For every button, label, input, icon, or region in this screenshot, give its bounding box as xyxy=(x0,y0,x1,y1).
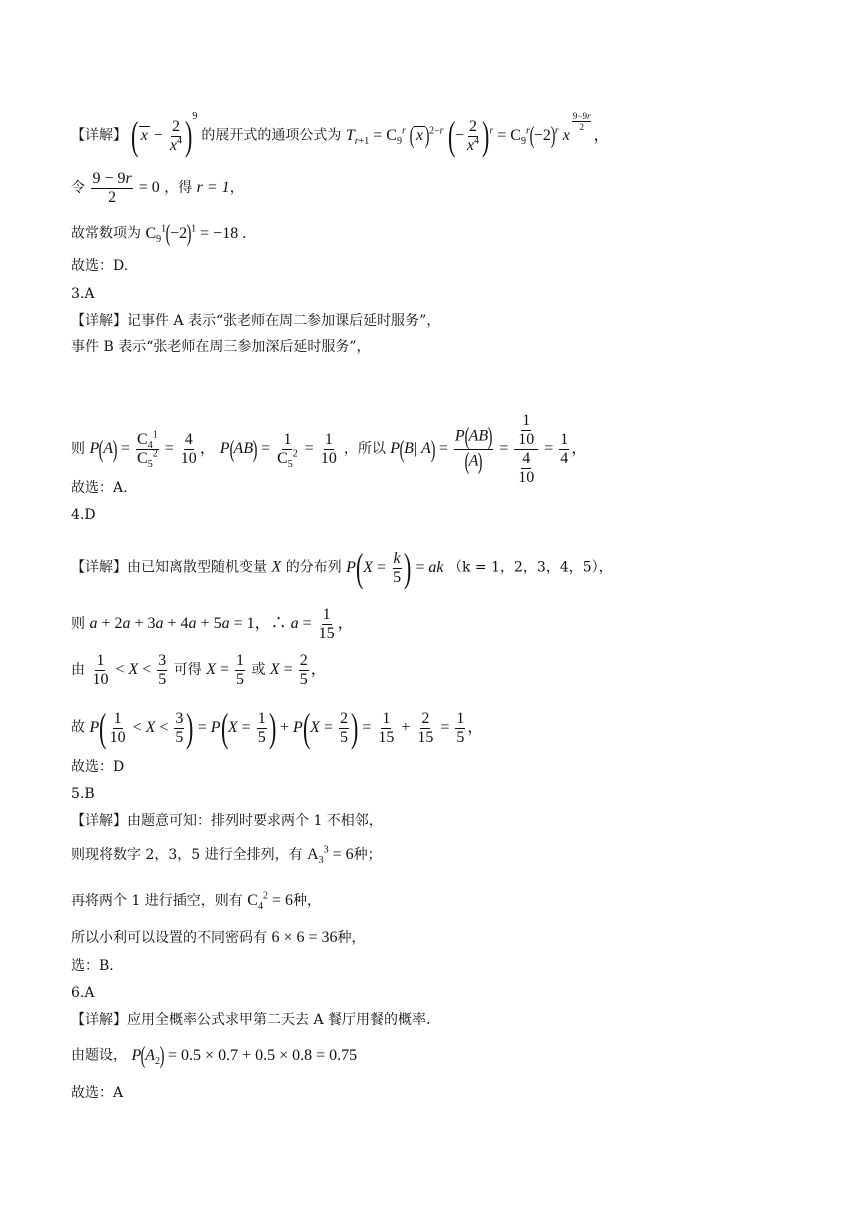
q3-probability-line: 则 P(A) = $\frac{C_4^1}{C_5^2}$ = $\frac{4}{10}$ ， P(AB) = $\frac{1}{C_5^2}$ = $\frac{1}{10}$ ，所以 P(B| A) = $\frac{P(AB)}{(A)}$ = $\frac{\frac{1}{10}}{\frac{4}{10}}$ = $\frac{1}{4}$ ， xyxy=(71,412,588,486)
q4-distribution-line: 【详解】由已知离散型随机变量 X 的分布列 P(X = $\frac{k}{5}$ ) = ak （k = 1，2，3，4，5）， xyxy=(71,545,613,590)
q5-line2: 则现将数字 2，3，5 进行全排列，有 $A_3^3 = 6$种； xyxy=(71,844,382,867)
q6-line1: 【详解】应用全概率公式求甲第二天去 A 餐厅用餐的概率. xyxy=(71,1012,431,1028)
q6-heading: 6.A xyxy=(71,985,95,1001)
k-range: （k = 1，2，3，4，5）， xyxy=(447,559,613,576)
const-term-value: $C_9^1(-2)^1 = -18$ . xyxy=(145,221,247,247)
q2-answer: 故选：D. xyxy=(71,258,129,274)
q3-heading: 3.A xyxy=(71,286,95,302)
q2-intro-tail: 的展开式的通项公式为 xyxy=(201,127,342,144)
total-probability: $P(A_2) = 0.5 \times 0.7 + 0.5 \times 0.8 = 0.75$ xyxy=(131,1043,358,1069)
r-value: r = 1 xyxy=(196,179,230,197)
q3-line2: 事件 B 表示“张老师在周三参加深后延时服务”， xyxy=(71,339,371,355)
prob-a: P(A) = $\frac{C_4^1}{C_5^2}$ = $\frac{4}{10}$ ， P(AB) = $\frac{1}{C_5^2}$ = $\frac{1}{10}$ xyxy=(89,429,337,471)
q5-line3: 再将两个 1 进行插空，则有 $C_4^2 = 6$种， xyxy=(71,890,321,913)
conditional-prob: P(B| A) = $\frac{P(AB)}{(A)}$ = $\frac{\frac{1}{10}}{\frac{4}{10}}$ = $\frac{1}{4}$ ， xyxy=(390,412,588,486)
general-term-formula: $T_{r+1} = C_9^r$ ( x)$^{2-r}$ (− $\frac{2}{x^4}$ )$^r = C_9^r(-2)^r$ x $^{\frac{9-9r}{2}}$ ， xyxy=(345,110,610,158)
binomial-expression: ( x − $\frac{2}{x^4}$ )$^9$ xyxy=(131,111,198,158)
solution-tag: 【详解】 xyxy=(71,127,127,144)
q2-const-term-line: 故常数项为 $C_9^1(-2)^1 = -18$ . xyxy=(71,221,247,247)
sum-equation: a + 2a + 3a + 4a + 5a = 1，∴ a = $\frac{1}{15}$ ， xyxy=(89,606,354,642)
q2-general-term-line xyxy=(71,110,610,158)
q3-line1: 【详解】记事件 A 表示“张老师在周二参加课后延时服务”， xyxy=(71,313,441,329)
q4-heading: 4.D xyxy=(71,507,96,523)
q6-answer: 故选：A xyxy=(71,1085,124,1101)
q3-answer: 故选：A. xyxy=(71,480,128,496)
q5-heading: 5.B xyxy=(71,786,95,802)
q4-range-line: 由 $\frac{1}{10}$ < X < $\frac{3}{5}$ 可得 X = $\frac{1}{5}$ 或 X = $\frac{2}{5}$ ， xyxy=(71,652,327,688)
q5-line1: 【详解】由题意可知：排列时要求两个 1 不相邻， xyxy=(71,813,383,829)
q2-let-line: 令 $\frac{9 - 9r}{2}$ = 0 ，得 r = 1， xyxy=(71,170,244,206)
q5-answer: 选：B. xyxy=(71,958,114,974)
q4-result: P( $\frac{1}{10}$ < X < $\frac{3}{5}$ ) = P(X = $\frac{1}{5}$ ) + P(X = $\frac{2}{5}$ ) = $\frac{1}{15}$ + $\frac{2}{15}$ = $\frac{1}{5}$ ， xyxy=(89,705,484,750)
exponent-equation: $\frac{9 - 9r}{2}$ = 0 xyxy=(92,170,160,206)
q5-line4: 所以小利可以设置的不同密码有 6 × 6 = 36种， xyxy=(71,929,366,946)
q4-sum-line: 则 a + 2a + 3a + 4a + 5a = 1，∴ a = $\frac{1}{15}$ ， xyxy=(71,606,354,642)
q4-prob-line: 故 P( $\frac{1}{10}$ < X < $\frac{3}{5}$ ) = P(X = $\frac{1}{5}$ ) + P(X = $\frac{2}{5}$ ) = $\frac{1}{15}$ + $\frac{2}{15}$ = $\frac{1}{5}$ ， xyxy=(71,705,484,750)
distribution-formula: P(X = $\frac{k}{5}$ ) = ak xyxy=(346,545,444,590)
q6-line2: 由题设， $P(A_2) = 0.5 \times 0.7 + 0.5 \times 0.8 = 0.75$ xyxy=(71,1043,358,1069)
q4-answer: 故选：D xyxy=(71,759,125,775)
